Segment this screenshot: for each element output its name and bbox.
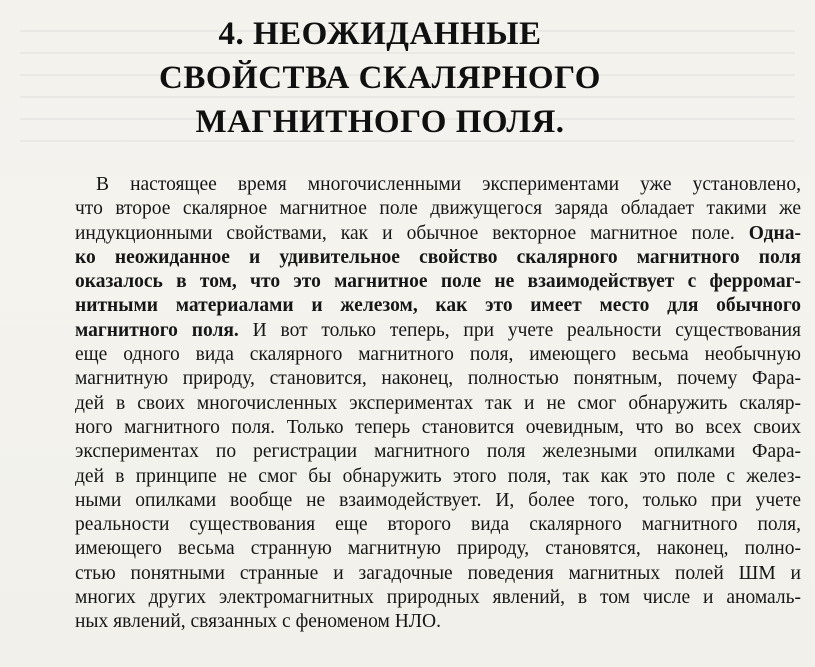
paragraph-line xyxy=(75,586,801,610)
paragraph-line xyxy=(75,513,801,537)
text-run: ного магнитного поля. Только теперь становится очевидным, что во всех своих xyxy=(75,416,801,438)
paragraph-line xyxy=(75,294,801,318)
text-run: реальности существования еще второго вида скалярного магнитного поля, xyxy=(75,514,801,536)
paragraph-line xyxy=(75,440,801,464)
bold-text-run: нитными материалами и железом, как это имеет место для обычного xyxy=(75,295,801,317)
paragraph-line xyxy=(75,416,801,440)
paragraph-line xyxy=(75,197,801,221)
bold-text-run: оказалось в том, что это магнитное поле не взаимодействует с ферромаг- xyxy=(75,271,801,293)
paragraph-line xyxy=(75,173,801,197)
text-run: магнитную природу, становится, наконец, полностью понятным, почему Фара- xyxy=(75,368,801,390)
section-heading xyxy=(100,12,660,144)
text-run: ными опилками вообще не взаимодействует. И, более того, только при учете xyxy=(75,489,801,511)
paragraph-line xyxy=(75,465,801,489)
paragraph-line xyxy=(75,367,801,391)
paragraph-line xyxy=(75,610,801,634)
paragraph-line xyxy=(75,222,801,246)
text-run: стью понятными странные и загадочные поведения магнитных полей ШМ и xyxy=(75,562,801,584)
bold-text-run: ко неожиданное и удивительное свойство скалярного магнитного поля xyxy=(75,246,801,268)
text-run: В настоящее время многочисленными экспериментами уже установлено, xyxy=(96,174,801,195)
text-run: имеющего весьма странную магнитную природу, становятся, наконец, полно- xyxy=(75,538,801,560)
text-run: ных явлений, связанных с феноменом НЛО. xyxy=(75,611,441,633)
paragraph-line xyxy=(75,246,801,270)
paragraph-line xyxy=(75,319,801,343)
text-run: что второе скалярное магнитное поле движущегося заряда обладает такими же xyxy=(75,198,801,220)
text-run: многих других электромагнитных природных явлений, в том числе и аномаль- xyxy=(75,587,801,609)
text-run: И вот только теперь, при учете реальности существования xyxy=(238,319,801,341)
bold-text-run: магнитного поля. xyxy=(75,319,239,341)
paragraph-line xyxy=(75,343,801,367)
heading-line: 4. НЕОЖИДАННЫЕ xyxy=(218,16,542,52)
heading-line: СВОЙСТВА СКАЛЯРНОГО xyxy=(159,60,601,96)
text-run: еще одного вида скалярного магнитного поля, имеющего весьма необычную xyxy=(75,344,801,366)
paragraph-line xyxy=(75,392,801,416)
bold-text-run: Одна- xyxy=(748,222,801,244)
paragraph-line xyxy=(75,537,801,561)
paragraph-line xyxy=(75,562,801,586)
paragraph-line xyxy=(75,270,801,294)
text-run: индукционными свойствами, как и обычное векторное магнитное поле. xyxy=(75,222,749,244)
text-run: дей в принципе не смог бы обнаружить этого поля, так как это поле с желез- xyxy=(75,465,801,487)
heading-line: МАГНИТНОГО ПОЛЯ. xyxy=(195,104,565,140)
text-run: экспериментах по регистрации магнитного поля железными опилками Фара- xyxy=(75,441,801,463)
body-paragraph xyxy=(75,173,801,635)
text-run: дей в своих многочисленных экспериментах так и не смог обнаружить скаляр- xyxy=(75,392,801,414)
paragraph-line xyxy=(75,489,801,513)
